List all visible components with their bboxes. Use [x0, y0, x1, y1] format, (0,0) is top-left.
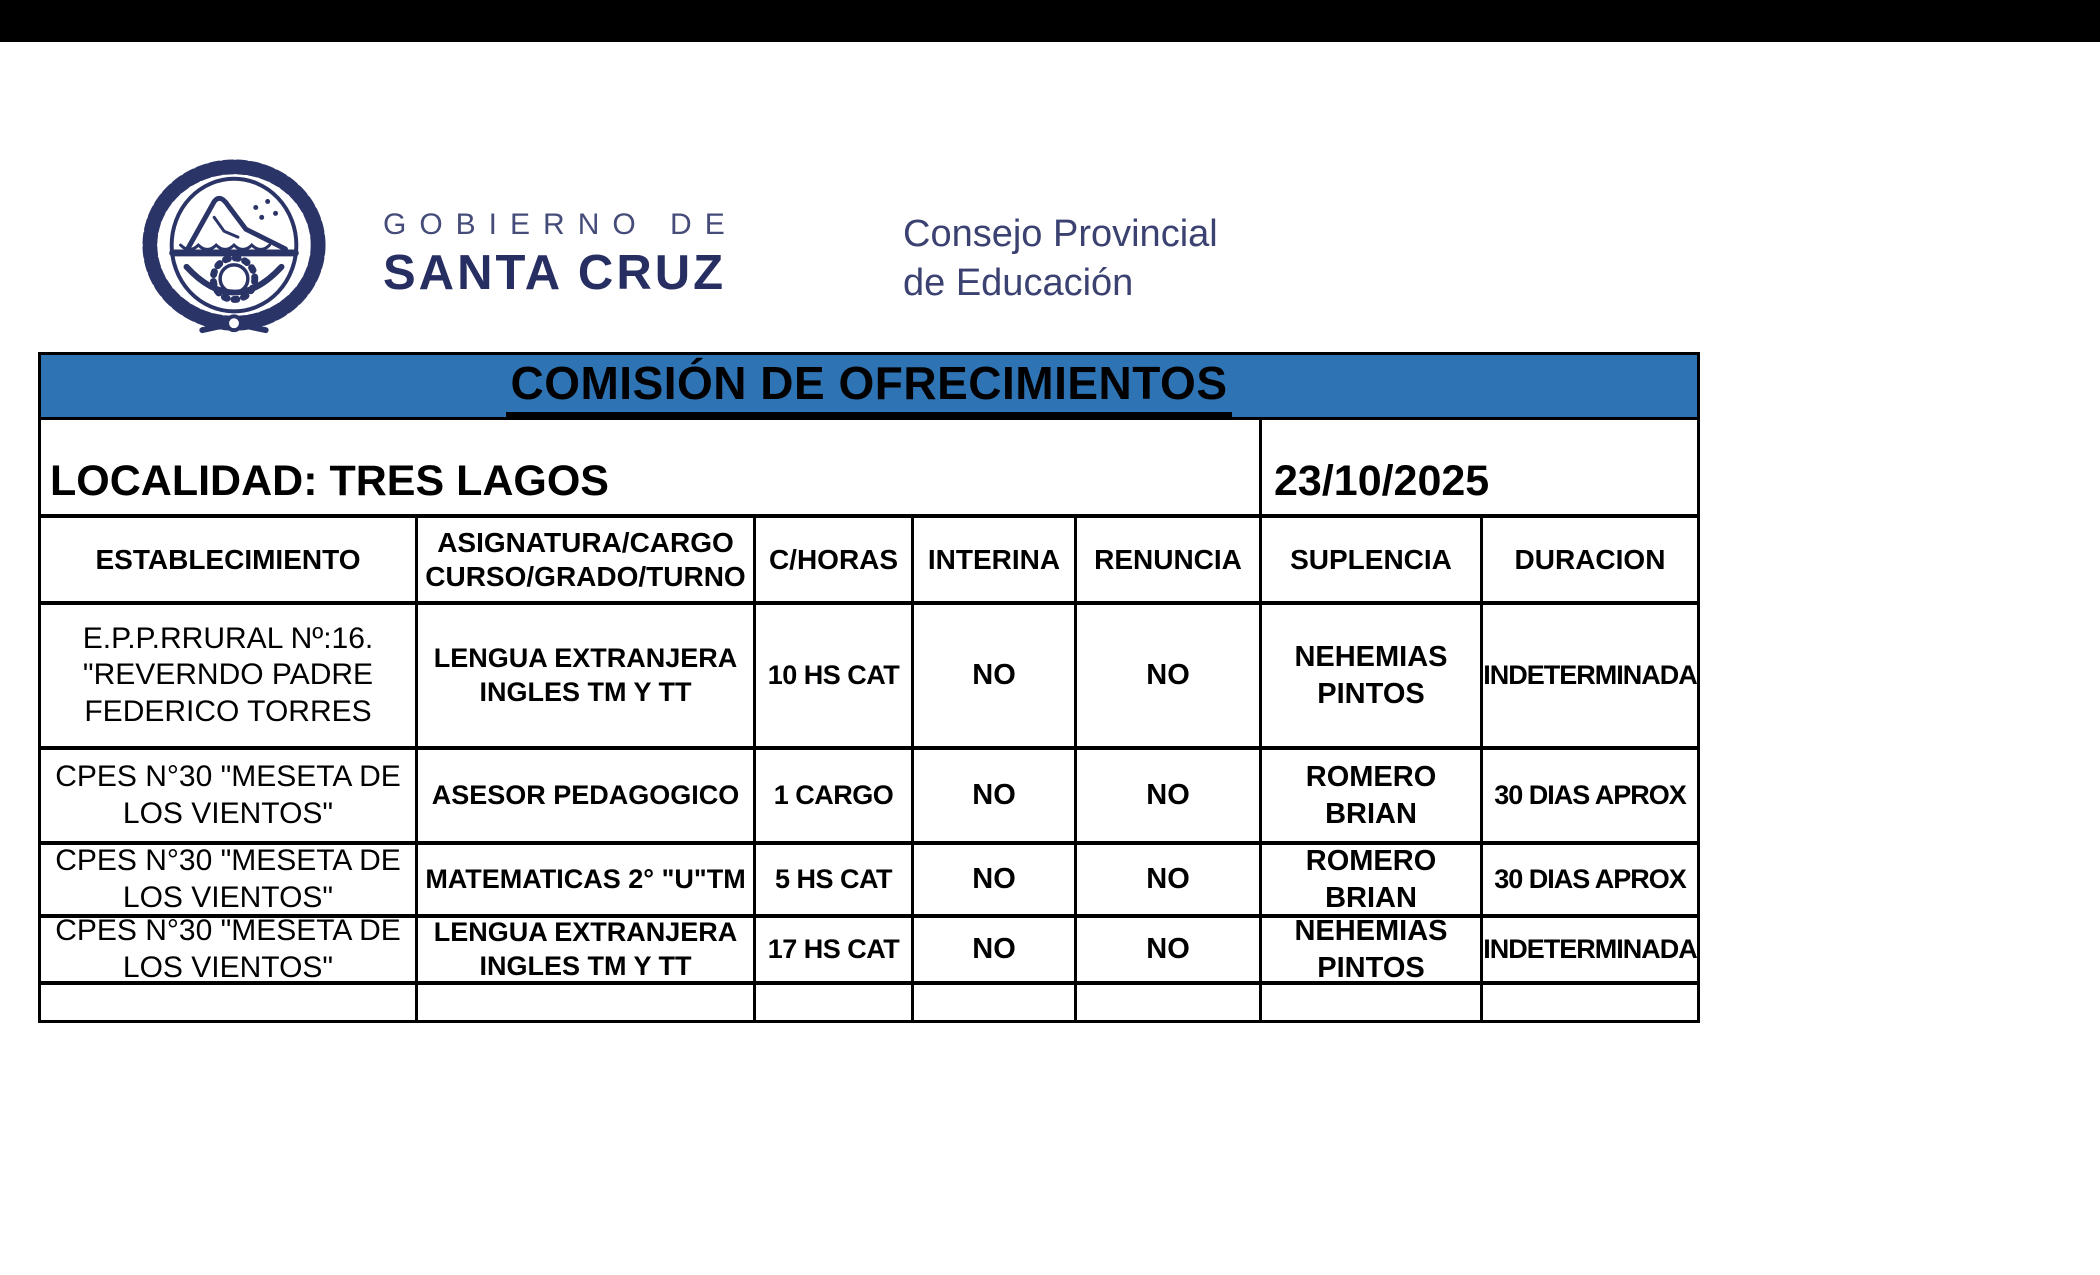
- empty-cell: [756, 985, 914, 1020]
- header-asignatura: ASIGNATURA/CARGO CURSO/GRADO/TURNO: [418, 518, 756, 605]
- empty-cell: [914, 985, 1077, 1020]
- cell-suplencia: ROMERO BRIAN: [1262, 845, 1483, 918]
- date-cell: 23/10/2025: [1262, 420, 1697, 518]
- cell-duracion: INDETERMINADA: [1483, 918, 1697, 985]
- empty-cell: [1077, 985, 1262, 1020]
- banner: [41, 355, 1697, 420]
- council-line2: de Educación: [903, 262, 1134, 305]
- cell-choras: 10 HS CAT: [756, 605, 914, 750]
- cell-renuncia: NO: [1077, 845, 1262, 918]
- cell-interina: NO: [914, 750, 1077, 845]
- top-bar: [0, 0, 2100, 42]
- offers-table: [38, 352, 1700, 1023]
- cell-asignatura: MATEMATICAS 2° "U"TM: [418, 845, 756, 918]
- cell-duracion: 30 DIAS APROX: [1483, 845, 1697, 918]
- cell-asignatura: LENGUA EXTRANJERA INGLES TM Y TT: [418, 918, 756, 985]
- cell-interina: NO: [914, 605, 1077, 750]
- cell-establecimiento: E.P.P.RRURAL Nº:16. "REVERNDO PADRE FEDERICO TORRES: [41, 605, 418, 750]
- page-title: COMISIÓN DE OFRECIMIENTOS: [506, 356, 1231, 417]
- wordmark-government-line: GOBIERNO DE: [383, 208, 738, 241]
- cell-establecimiento: CPES N°30 "MESETA DE LOS VIENTOS": [41, 845, 418, 918]
- cell-establecimiento: CPES N°30 "MESETA DE LOS VIENTOS": [41, 750, 418, 845]
- header-suplencia: SUPLENCIA: [1262, 518, 1483, 605]
- cell-renuncia: NO: [1077, 918, 1262, 985]
- cell-interina: NO: [914, 845, 1077, 918]
- header-establecimiento: ESTABLECIMIENTO: [41, 518, 418, 605]
- empty-cell: [41, 985, 418, 1020]
- location-cell: LOCALIDAD: TRES LAGOS: [41, 420, 1262, 518]
- header-duracion: DURACION: [1483, 518, 1697, 605]
- cell-interina: NO: [914, 918, 1077, 985]
- cell-choras: 1 CARGO: [756, 750, 914, 845]
- cell-renuncia: NO: [1077, 605, 1262, 750]
- wordmark-province-line: SANTA CRUZ: [383, 246, 727, 300]
- cell-asignatura: ASESOR PEDAGOGICO: [418, 750, 756, 845]
- cell-renuncia: NO: [1077, 750, 1262, 845]
- header-choras: C/HORAS: [756, 518, 914, 605]
- cell-establecimiento: CPES N°30 "MESETA DE LOS VIENTOS": [41, 918, 418, 985]
- council-wordmark: [903, 210, 1218, 309]
- cell-duracion: INDETERMINADA: [1483, 605, 1697, 750]
- santa-cruz-crest-icon: [135, 156, 333, 344]
- cell-choras: 17 HS CAT: [756, 918, 914, 985]
- cell-duracion: 30 DIAS APROX: [1483, 750, 1697, 845]
- header-renuncia: RENUNCIA: [1077, 518, 1262, 605]
- cell-asignatura: LENGUA EXTRANJERA INGLES TM Y TT: [418, 605, 756, 750]
- header-interina: INTERINA: [914, 518, 1077, 605]
- cell-suplencia: NEHEMIAS PINTOS: [1262, 918, 1483, 985]
- empty-cell: [418, 985, 756, 1020]
- cell-choras: 5 HS CAT: [756, 845, 914, 918]
- empty-cell: [1483, 985, 1697, 1020]
- cell-suplencia: ROMERO BRIAN: [1262, 750, 1483, 845]
- empty-cell: [1262, 985, 1483, 1020]
- government-wordmark: [383, 208, 738, 301]
- cell-suplencia: NEHEMIAS PINTOS: [1262, 605, 1483, 750]
- council-line1: Consejo Provincial: [903, 213, 1218, 255]
